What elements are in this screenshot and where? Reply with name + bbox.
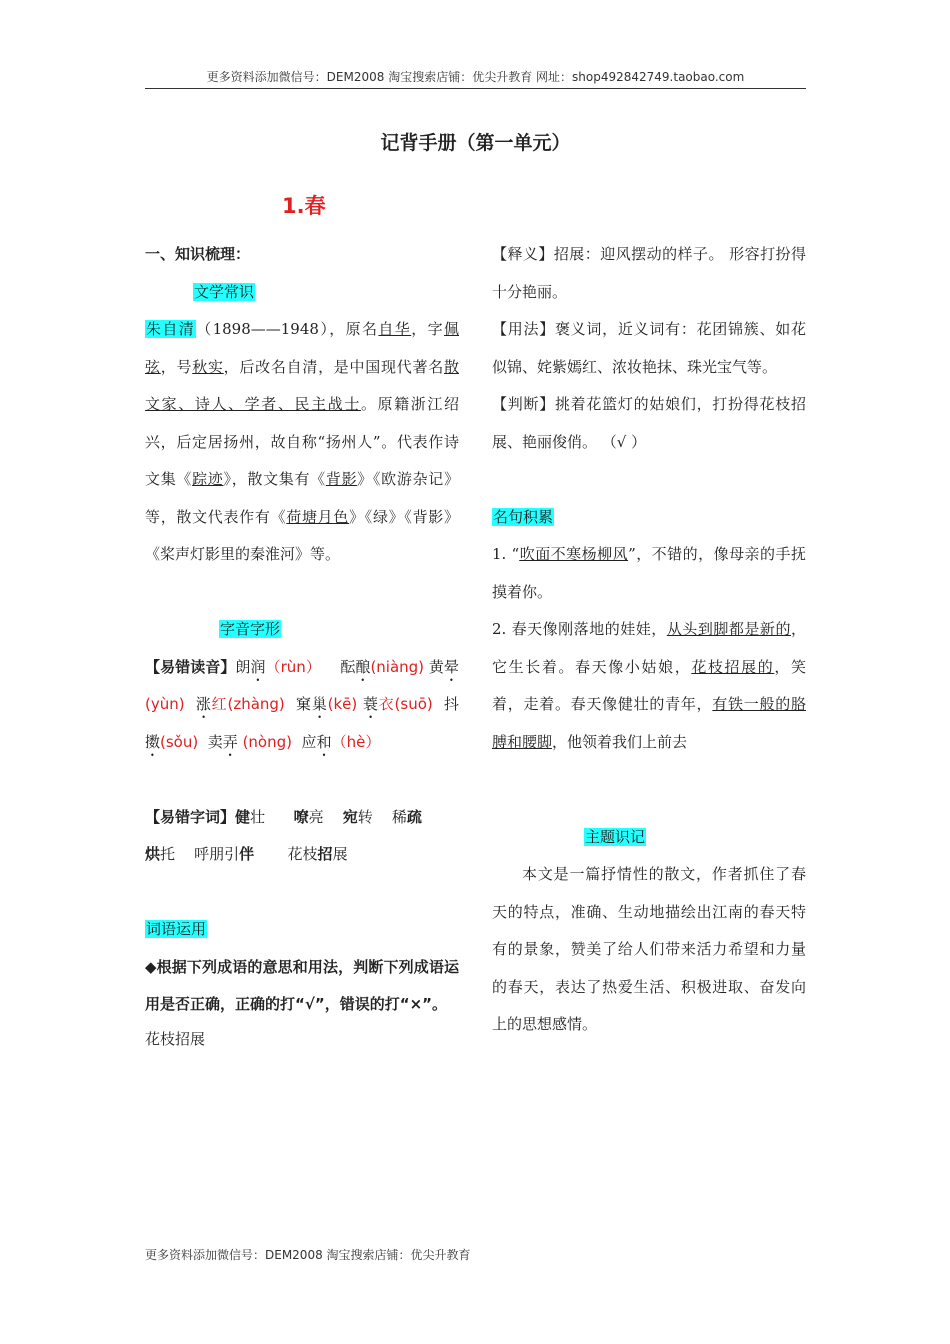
page-title: 记背手册（第一单元） [380, 132, 571, 154]
lesson-title: 1.春 [282, 194, 326, 218]
char-item: 稀疏 [391, 807, 422, 826]
pron-item: 卖弄 (nòng) [207, 732, 292, 751]
literature-paragraph [145, 311, 459, 574]
pron-heading: 【易错读音】 [145, 657, 236, 676]
right-column [492, 236, 806, 1044]
char-item: 宛转 [342, 807, 373, 826]
lit-text: ，后改名自清，是中国现代著名 [223, 357, 444, 376]
char-item: 花枝招展 [287, 845, 348, 863]
lit-text: 》《欧游杂记》等，散文代表作有《 [145, 470, 459, 526]
quotes-label: 名句积累 [493, 507, 554, 526]
author-roles: 散文家、诗人、学者、民主战士 [145, 357, 459, 413]
pron-item: 黄晕 (yùn) [145, 657, 459, 713]
pronunciation-label: 字音字形 [220, 620, 281, 638]
page-header: 更多资料添加微信号：DEM2008 淘宝搜索店铺：优尖升教育 网址：shop492842749.taobao.com [206, 70, 745, 84]
char-item: 健壮 [235, 807, 266, 826]
lit-text: 》，散文集有《 [223, 470, 326, 488]
theme-text: 本文是一篇抒情性的散文，作者抓住了春天的特点，准确、生动地描绘出江南的春天特有的景象，赞美了给人们带来活力希望和力量的春天，表达了热爱生活、积极进取、奋发向上的思想感情。 [492, 865, 806, 1033]
pron-item: 抖擞(sǒu) [145, 695, 459, 751]
lit-text: 。原籍浙江绍兴，后定居扬州，故自称“扬州人”。代表作诗文集《 [145, 395, 459, 488]
pron-item: 酝酿(niàng) [340, 657, 425, 676]
lit-text: 》《绿》《背影》《桨声灯影里的秦淮河》等。 [145, 507, 459, 563]
meaning-text: 【释义】招展：迎风摆动的样子。 形容打扮得十分艳丽。 [492, 245, 806, 301]
chars-list [145, 799, 459, 874]
usage-question: ◆根据下列成语的意思和用法，判断下列成语运用是否正确，正确的打“√”，错误的打“×”。 [145, 957, 459, 1013]
pron-item: 蓑衣(suō) [362, 695, 433, 713]
judge-text: 【判断】挑着花篮灯的姑娘们，打扮得花枝招展、艳丽俊俏。 （√ ） [492, 395, 806, 451]
pron-item: 朗润（rùn） [235, 657, 321, 676]
usage-text: 【用法】褒义词，近义词有：花团锦簇、如花似锦、姹紫嫣红、浓妆艳抹、珠光宝气等。 [492, 320, 806, 376]
section-heading: 一、知识梳理： [145, 245, 251, 263]
work-title: 荷塘月色 [286, 507, 350, 526]
orig-name: 自华 [378, 320, 412, 338]
lit-text: ，字 [411, 320, 444, 338]
hao-name: 秋实 [192, 357, 224, 376]
usage-word: 花枝招展 [145, 1029, 206, 1048]
pron-item: 涨红(zhàng) [195, 695, 285, 713]
header-divider [145, 88, 806, 89]
left-column [145, 236, 459, 1054]
work-title: 踪迹 [192, 470, 224, 488]
courtesy-name: 佩弦 [145, 320, 459, 376]
chars-heading: 【易错字词】 [145, 807, 236, 826]
lit-text: （1898——1948），原名 [196, 320, 379, 338]
author-name: 朱自清 [146, 320, 196, 338]
char-item: 烘托 [145, 845, 176, 863]
usage-label: 词语运用 [146, 920, 207, 938]
char-item: 嘹亮 [293, 807, 324, 826]
lit-text: ，号 [160, 357, 193, 376]
theme-label: 主题识记 [585, 827, 646, 846]
page-footer: 更多资料添加微信号：DEM2008 淘宝搜索店铺：优尖升教育 [145, 1248, 471, 1262]
char-item: 呼朋引伴 [194, 845, 255, 863]
pron-item: 应和（hè） [301, 732, 381, 751]
pron-item: 窠巢(kē) [295, 695, 358, 713]
quote-1: 1. “吹面不寒杨柳风”，不错的，像母亲的手抚摸着你。 [492, 545, 806, 601]
work-title: 背影 [325, 470, 358, 488]
quote-2: 2. 春天像刚落地的娃娃，从头到脚都是新的，它生长着。春天像小姑娘，花枝招展的，笑着，走着。春天像健壮的青年，有铁一般的胳膊和腰脚，他领着我们上前去 [492, 620, 806, 751]
literature-label: 文学常识 [194, 282, 255, 301]
pronunciation-list [145, 649, 459, 762]
